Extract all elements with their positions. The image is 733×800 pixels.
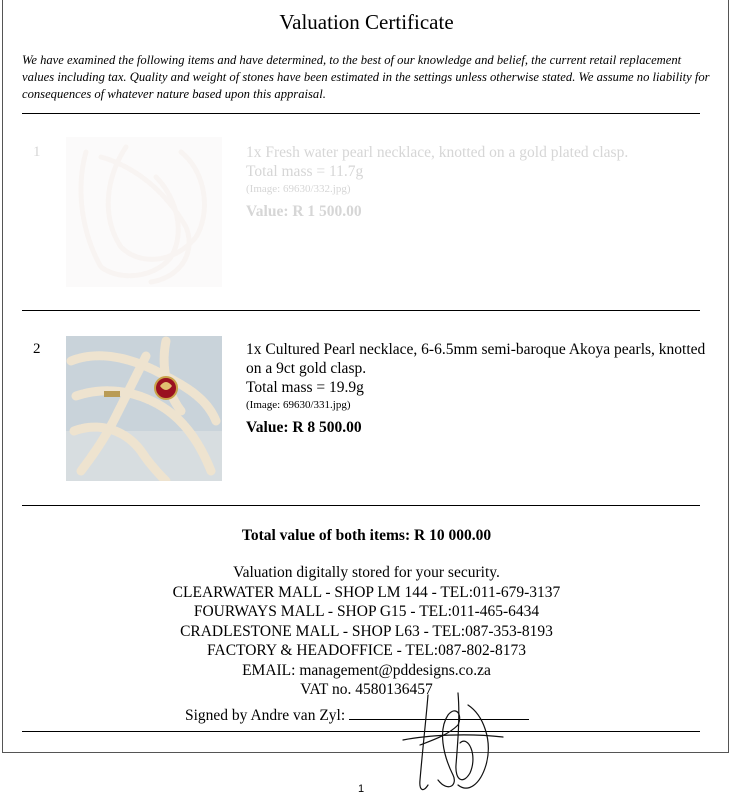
page-number: 1	[358, 783, 365, 795]
item-image-ref: (Image: 69630/332.jpg)	[246, 183, 351, 195]
vat-number: VAT no. 4580136457	[300, 681, 433, 698]
pearl-necklace-photo-2	[66, 336, 222, 481]
branch-line: FACTORY & HEADOFFICE - TEL:087-802-8173	[207, 642, 526, 659]
storage-note: Valuation digitally stored for your security.	[233, 564, 500, 581]
divider	[22, 113, 700, 114]
branch-line: CLEARWATER MALL - SHOP LM 144 - TEL:011-679-3137	[172, 583, 561, 601]
item-description: 1x Fresh water pearl necklace, knotted on a gold plated clasp.	[246, 144, 629, 161]
handwritten-signature	[398, 685, 508, 797]
item-number: 1	[33, 144, 41, 160]
branch-line: FOURWAYS MALL - SHOP G15 - TEL:011-465-6434	[193, 603, 540, 620]
item-value: Value: R 1 500.00	[246, 203, 362, 220]
item-mass: Total mass = 11.7g	[246, 163, 364, 180]
contact-footer	[0, 563, 733, 700]
divider	[22, 310, 700, 311]
item-number: 2	[33, 341, 41, 357]
item-details	[246, 143, 706, 221]
item-description: 1x Cultured Pearl necklace, 6-6.5mm semi-baroque Akoya pearls, knotted on a 9ct gold clasp.	[246, 341, 706, 377]
item-image-ref: (Image: 69630/331.jpg)	[246, 399, 351, 411]
intro-paragraph: We have examined the following items and have determined, to the best of our knowledge and belief, the current retail replacement values including tax. Quality and weight of stones have been estimated in the settings unless otherwise stated. We assume no liability for consequences of whatever nature based upon this appraisal.	[22, 53, 710, 101]
item-details	[246, 340, 706, 437]
item-value: Value: R 8 500.00	[246, 419, 362, 436]
divider	[22, 505, 700, 506]
signed-by-label: Signed by Andre van Zyl:	[185, 707, 346, 724]
certificate-title: Valuation Certificate	[279, 10, 454, 34]
email-line: EMAIL: management@pddesigns.co.za	[242, 661, 491, 679]
divider	[22, 731, 700, 732]
total-value: Total value of both items: R 10 000.00	[241, 527, 492, 544]
item-mass: Total mass = 19.9g	[246, 379, 364, 396]
branch-line: CRADLESTONE MALL - SHOP L63 - TEL:087-353-8193	[180, 622, 553, 640]
pearl-necklace-photo-1	[66, 137, 222, 287]
